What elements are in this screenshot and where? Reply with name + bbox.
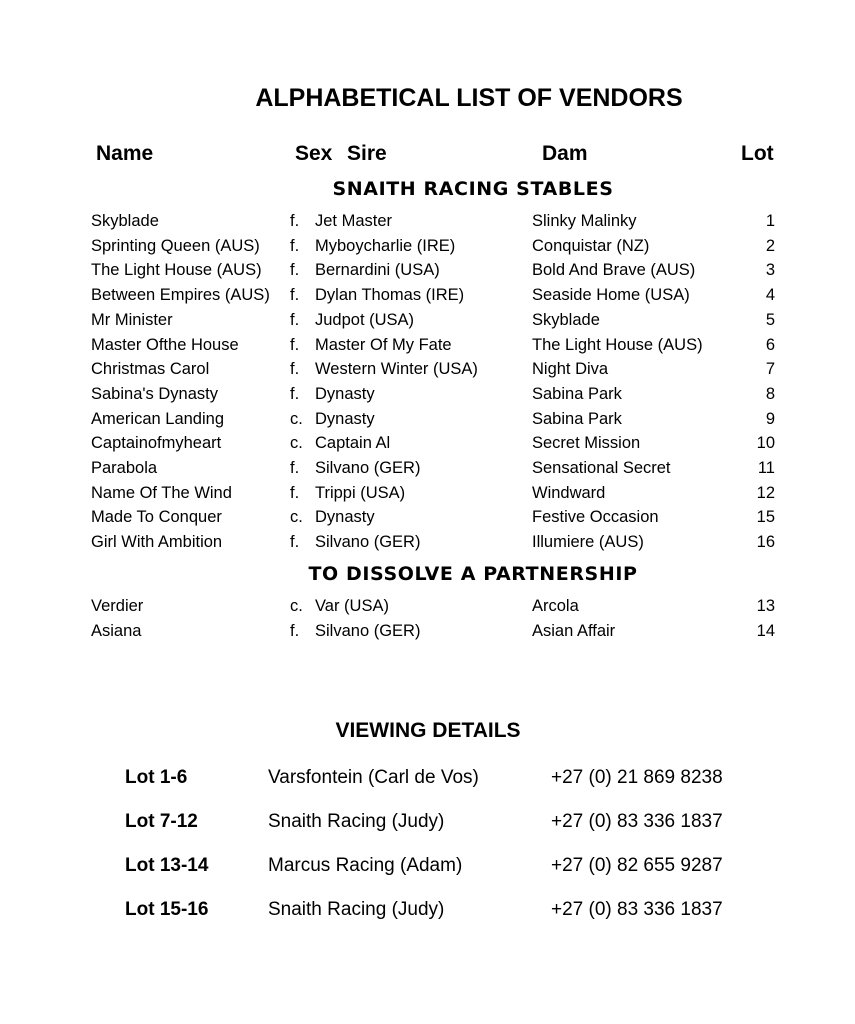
section-heading-partnership: TO DISSOLVE A PARTNERSHIP [308, 563, 638, 585]
vendor-dam: Arcola [532, 597, 579, 615]
vendor-sex: f. [290, 459, 300, 477]
vendor-sire: Jet Master [315, 212, 393, 230]
vendor-lot: 8 [765, 384, 775, 403]
vendor-sex: c. [290, 434, 303, 453]
vendor-dam: Secret Mission [532, 434, 641, 453]
vendor-lot: 14 [756, 621, 775, 640]
vendor-row [0, 622, 855, 647]
vendor-sire: Dynasty [315, 409, 375, 428]
vendor-lot: 4 [765, 286, 775, 305]
vendor-sire: Silvano (GER) [315, 533, 421, 552]
viewing-phone: +27 (0) 82 655 9287 [551, 855, 723, 876]
vendor-row [0, 459, 855, 484]
vendor-lot: 1 [765, 212, 775, 230]
viewing-lot: Lot 13-14 [125, 855, 209, 876]
vendor-dam: Skyblade [532, 310, 600, 329]
vendor-name: Between Empires (AUS) [91, 286, 270, 305]
viewing-location: Marcus Racing (Adam) [268, 855, 463, 876]
vendor-sex: f. [290, 261, 300, 280]
viewing-lot: Lot 1-6 [125, 767, 188, 788]
vendor-sire: Judpot (USA) [315, 310, 415, 329]
vendor-sex: f. [290, 533, 300, 552]
vendor-sex: c. [290, 508, 303, 527]
vendor-sire: Var (USA) [315, 597, 389, 615]
vendor-dam: Sabina Park [532, 384, 622, 403]
vendor-name: Master Ofthe House [91, 335, 239, 354]
vendor-dam: Asian Affair [532, 621, 616, 640]
vendor-sex: c. [290, 409, 303, 428]
viewing-phone: +27 (0) 83 336 1837 [551, 899, 723, 920]
vendor-lot: 16 [756, 533, 775, 552]
vendor-name: Sprinting Queen (AUS) [91, 236, 260, 255]
vendor-sex: f. [290, 360, 300, 379]
vendor-row [0, 261, 855, 286]
vendor-dam: Sensational Secret [532, 459, 671, 477]
viewing-row [0, 855, 855, 885]
vendor-lot: 2 [765, 236, 775, 255]
viewing-lot: Lot 7-12 [125, 811, 198, 832]
vendor-sex: f. [290, 212, 300, 230]
vendor-name: Christmas Carol [91, 360, 210, 379]
section-heading-snaith: SNAITH RACING STABLES [332, 178, 614, 200]
vendor-sex: f. [290, 236, 300, 255]
viewing-lot: Lot 15-16 [125, 899, 209, 920]
vendor-lot: 9 [765, 409, 775, 428]
page-title: ALPHABETICAL LIST OF VENDORS [255, 84, 683, 112]
vendor-row [0, 360, 855, 385]
vendor-name: Skyblade [91, 212, 159, 230]
vendor-lot: 15 [756, 508, 775, 527]
vendor-sire: Master Of My Fate [315, 335, 452, 354]
vendor-row [0, 597, 855, 622]
vendor-lot: 7 [765, 360, 775, 379]
vendor-sex: f. [290, 384, 300, 403]
vendor-lot: 11 [757, 459, 775, 477]
vendor-row [0, 484, 855, 509]
viewing-phone: +27 (0) 21 869 8238 [551, 767, 723, 788]
vendor-dam: Sabina Park [532, 409, 622, 428]
vendor-sex: f. [290, 621, 300, 640]
vendor-row [0, 533, 855, 558]
vendor-name: Asiana [91, 621, 142, 640]
vendor-name: Sabina's Dynasty [91, 384, 218, 403]
viewing-row [0, 899, 855, 929]
vendor-dam: Seaside Home (USA) [532, 286, 690, 305]
vendor-sire: Dynasty [315, 384, 375, 403]
viewing-phone: +27 (0) 83 336 1837 [551, 811, 723, 832]
vendor-sex: f. [290, 335, 300, 354]
vendor-sire: Bernardini (USA) [315, 261, 440, 280]
vendor-sex: f. [290, 286, 300, 305]
column-header-sire: Sire [347, 142, 387, 165]
vendor-lot: 3 [765, 261, 775, 280]
vendor-dam: Slinky Malinky [532, 212, 637, 230]
vendor-sire: Myboycharlie (IRE) [315, 236, 456, 255]
vendor-dam: Bold And Brave (AUS) [532, 261, 696, 280]
vendor-lot: 6 [765, 335, 775, 354]
vendor-row [0, 336, 855, 361]
vendor-sex: f. [290, 310, 300, 329]
vendor-row [0, 410, 855, 435]
viewing-row [0, 767, 855, 797]
vendor-dam: Night Diva [532, 360, 609, 379]
vendor-sire: Captain Al [315, 434, 391, 453]
vendor-name: Mr Minister [91, 310, 173, 329]
vendor-name: Verdier [91, 597, 144, 615]
vendor-name: Girl With Ambition [91, 533, 223, 552]
vendor-name: Made To Conquer [91, 508, 222, 527]
vendor-sire: Trippi (USA) [315, 483, 406, 502]
column-header-sex: Sex [295, 142, 333, 165]
vendor-dam: Conquistar (NZ) [532, 236, 650, 255]
vendor-row [0, 311, 855, 336]
vendor-row [0, 286, 855, 311]
vendor-name: Captainofmyheart [91, 434, 222, 453]
vendor-sire: Dylan Thomas (IRE) [315, 286, 465, 305]
viewing-location: Varsfontein (Carl de Vos) [268, 767, 479, 788]
vendor-name: Name Of The Wind [91, 483, 232, 502]
vendor-lot: 12 [756, 483, 775, 502]
vendor-lot: 10 [756, 434, 775, 453]
vendor-dam: Illumiere (AUS) [532, 533, 644, 552]
vendor-name: American Landing [91, 409, 224, 428]
vendor-sex: f. [290, 483, 300, 502]
vendor-dam: Festive Occasion [532, 508, 659, 527]
vendor-sex: c. [290, 597, 303, 615]
viewing-details-title: VIEWING DETAILS [335, 719, 521, 742]
vendor-sire: Silvano (GER) [315, 459, 421, 477]
column-header-name: Name [96, 142, 154, 165]
vendor-row [0, 237, 855, 262]
vendor-row [0, 212, 855, 237]
vendor-sire: Dynasty [315, 508, 375, 527]
viewing-row [0, 811, 855, 841]
viewing-location: Snaith Racing (Judy) [268, 811, 445, 832]
vendor-name: The Light House (AUS) [91, 261, 262, 280]
column-header-lot: Lot [741, 142, 774, 165]
vendor-lot: 5 [765, 310, 775, 329]
vendor-row [0, 508, 855, 533]
vendor-dam: Windward [532, 483, 606, 502]
viewing-location: Snaith Racing (Judy) [268, 899, 445, 920]
vendor-row [0, 434, 855, 459]
vendor-name: Parabola [91, 459, 158, 477]
vendor-row [0, 385, 855, 410]
vendor-sire: Silvano (GER) [315, 621, 421, 640]
column-header-dam: Dam [542, 142, 588, 165]
vendor-dam: The Light House (AUS) [532, 335, 703, 354]
vendor-lot: 13 [756, 597, 775, 615]
vendor-sire: Western Winter (USA) [315, 360, 478, 379]
